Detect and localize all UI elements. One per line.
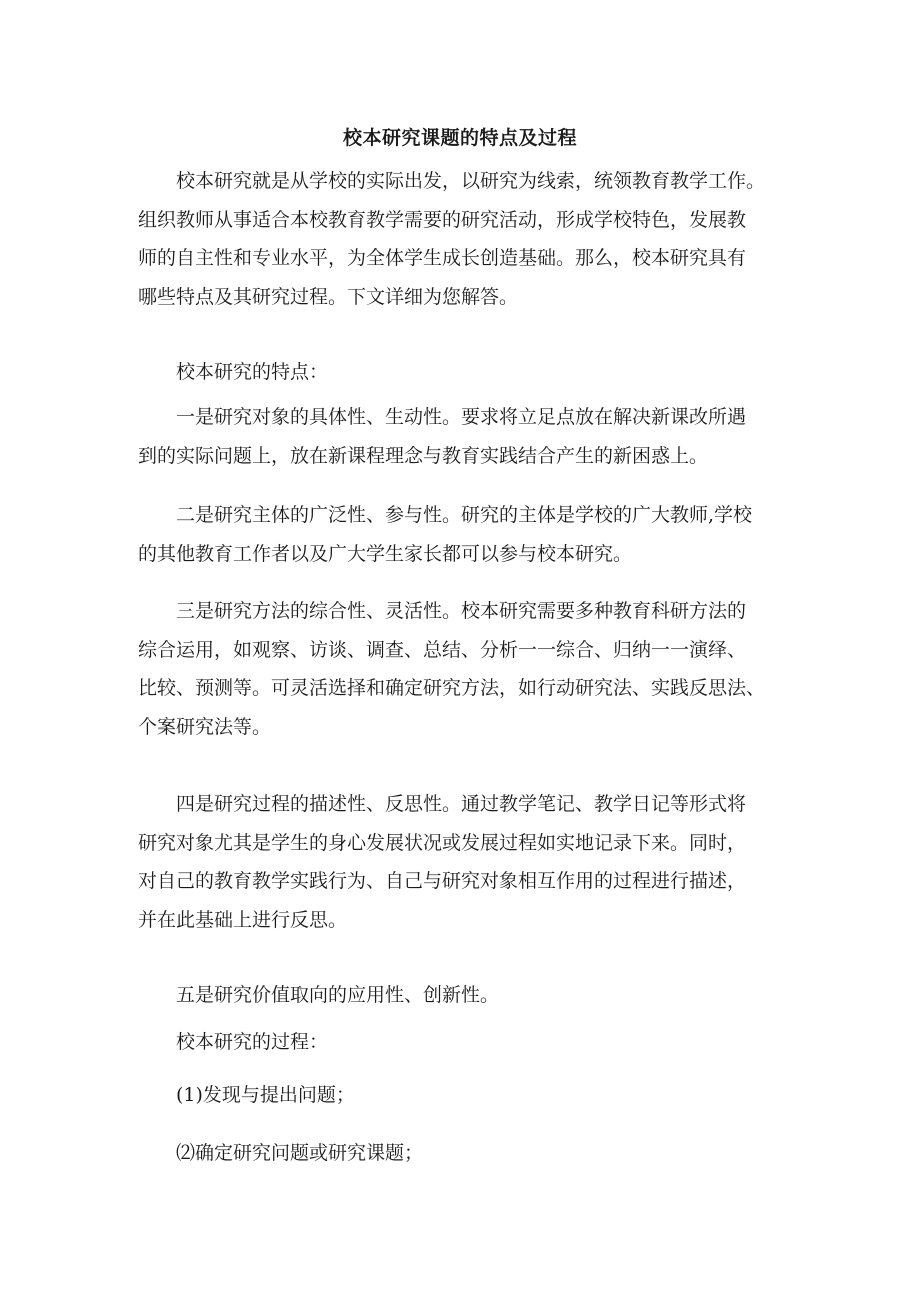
- list-item: [138, 1134, 798, 1173]
- document-body: [138, 162, 798, 316]
- text-line: 到的实际问题上，放在新课程理念与教育实践结合产生的新困惑上。: [138, 444, 709, 467]
- paragraph-feature-four: [138, 785, 798, 939]
- text-line: 二是研究主体的广泛性、参与性。研究的主体是学校的广大教师,学校: [176, 504, 753, 526]
- text-line: 对自己的教育教学实践行为、自己与研究对象相互作用的过程进行描述，: [138, 870, 747, 892]
- paragraph-feature-five: [138, 976, 798, 1015]
- section-heading-features: [138, 353, 798, 392]
- section-heading-process-block: [138, 1023, 798, 1062]
- feature-one-block: [138, 398, 798, 475]
- text-line: ⑵确定研究问题或研究课题；: [176, 1142, 424, 1164]
- text-line: 综合运用，如观察、访谈、调查、总结、分析一一综合、归纳一一演绎、: [138, 638, 747, 661]
- feature-two-block: [138, 496, 798, 573]
- document-title: 校本研究课题的特点及过程: [342, 127, 577, 149]
- text-line: 一是研究对象的具体性、生动性。要求将立足点放在解决新课改所遇: [176, 406, 747, 428]
- text-line: 组织教师从事适合本校教育教学需要的研究活动，形成学校特色，发展教: [138, 208, 747, 231]
- process-step-one-block: [138, 1076, 798, 1115]
- process-step-two-block: [138, 1134, 798, 1173]
- feature-five-block: [138, 976, 798, 1015]
- paragraph-feature-two: [138, 496, 798, 573]
- text-line: 三是研究方法的综合性、灵活性。校本研究需要多种教育科研方法的: [176, 600, 747, 622]
- text-line: (1)发现与提出问题；: [176, 1084, 355, 1106]
- text-line: 研究对象尤其是学生的身心发展状况或发展过程如实地记录下来。同时，: [138, 831, 747, 854]
- paragraph-feature-one: [138, 398, 798, 475]
- text-line: 五是研究价值取向的应用性、创新性。: [176, 984, 500, 1006]
- text-line: 校本研究的过程：: [176, 1031, 329, 1053]
- text-line: 比较、预测等。可灵活选择和确定研究方法，如行动研究法、实践反思法、: [138, 677, 766, 699]
- text-line: 个案研究法等。: [138, 715, 272, 738]
- section-heading-process: [138, 1023, 798, 1062]
- paragraph-intro: [138, 162, 798, 316]
- text-line: 并在此基础上进行反思。: [138, 908, 348, 931]
- text-line: 哪些特点及其研究过程。下文详细为您解答。: [138, 285, 519, 308]
- text-line: 校本研究的特点：: [176, 361, 329, 383]
- feature-four-block: [138, 785, 798, 939]
- text-line: 四是研究过程的描述性、反思性。通过教学笔记、教学日记等形式将: [176, 793, 747, 815]
- feature-three-block: [138, 592, 798, 746]
- section-heading-features-block: [138, 353, 798, 392]
- list-item: [138, 1076, 798, 1115]
- text-line: 师的自主性和专业水平，为全体学生成长创造基础。那么，校本研究具有: [138, 247, 747, 269]
- paragraph-feature-three: [138, 592, 798, 746]
- text-line: 校本研究就是从学校的实际出发，以研究为线索，统领教育教学工作。: [176, 170, 766, 192]
- text-line: 的其他教育工作者以及广大学生家长都可以参与校本研究。: [138, 542, 633, 565]
